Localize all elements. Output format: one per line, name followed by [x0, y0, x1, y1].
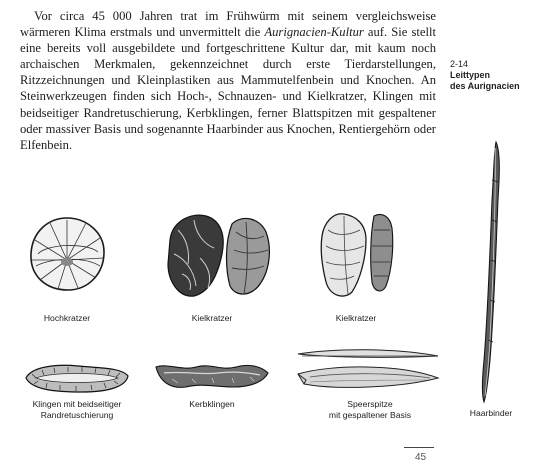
caption-speerspitze: [318, 399, 422, 420]
figure-sidenote: [450, 59, 538, 92]
caption-klingen: [14, 399, 140, 420]
culture-name: Aurignacien-Kultur: [264, 25, 364, 40]
speerspitze-illustration: [296, 344, 440, 394]
body-paragraph: [20, 8, 436, 153]
paragraph-text-start: Vor circa 45 000 Jahren trat im Frühwürm mit seinem vergleichsweise wärmeren Klima erstmals und unvermittelt die: [20, 9, 436, 40]
figure-title-line1: Leittypen: [450, 70, 491, 80]
caption-kerbklingen: Kerbklingen: [189, 399, 235, 409]
caption-kielkratzer-2: Kielkratzer: [335, 313, 377, 323]
haarbinder-illustration: [476, 140, 506, 404]
caption-klingen-line2: Randretuschierung: [40, 409, 114, 420]
kerbklingen-illustration: [152, 357, 272, 395]
caption-kielkratzer-1: Kielkratzer: [191, 313, 233, 323]
caption-hochkratzer: Hochkratzer: [43, 313, 91, 323]
caption-haarbinder: Haarbinder: [469, 408, 513, 418]
hochkratzer-illustration: [26, 214, 108, 294]
paragraph-text-end: auf. Sie stellt eine bereits voll ausgebildete und fortgeschrittene Kultur dar, mit kaum noch archaischen Merkmalen, gekennzeichnet durch erste Tierdarstellungen, Ritzzeichnungen und Kleinplastiken aus Mammutelfenbein und Knochen. An Steinwerkzeugen finden sich Hoch-, Schnauzen- und Kielkratzer, Klingen mit beidseitiger Randretuschierung, Kerbklingen, ferner Blattspitzen mit gespaltener oder massiver Basis und sogenannte Haarbinder aus Knochen, Rentiergehörn oder Elfenbein.: [20, 25, 436, 152]
figure-number: 2-14: [450, 59, 469, 69]
kielkratzer-illustration-2: [314, 206, 398, 302]
caption-speerspitze-line2: mit gespaltener Basis: [328, 409, 412, 420]
caption-klingen-line1: Klingen mit beidseitiger: [32, 399, 122, 409]
page-number-rule: [404, 447, 434, 448]
kielkratzer-illustration-1: [160, 210, 276, 302]
figure-title-line2: des Aurignacien: [450, 81, 520, 91]
page-number: 45: [415, 452, 427, 463]
caption-speerspitze-line1: Speerspitze: [347, 399, 393, 409]
klingen-illustration: [22, 360, 132, 396]
